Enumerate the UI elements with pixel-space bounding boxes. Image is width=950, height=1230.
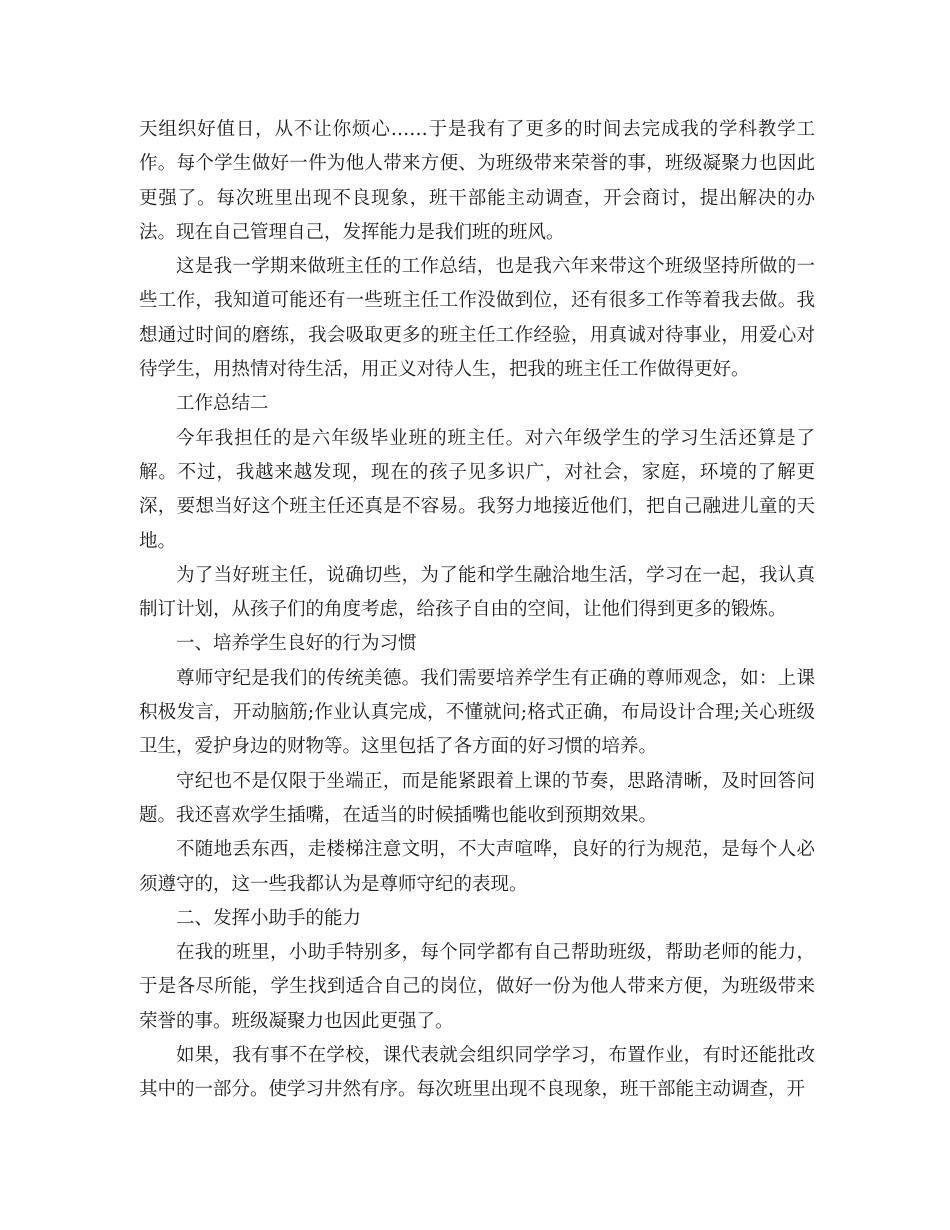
document-body [139,113,815,1108]
paragraph-summary-conclusion: 这是我一学期来做班主任的工作总结，也是我六年来带这个班级坚持所做的一些工作，我知道可能还有一些班主任工作没做到位，还有很多工作等着我去做。我想通过时间的磨练，我会吸取更多的班主任工作经验，用真诚对待事业，用爱心对待学生，用热情对待生活，用正义对待人生，把我的班主任工作做得更好。 [139,256,815,381]
paragraph-absence: 如果，我有事不在学校，课代表就会组织同学学习，布置作业，有时还能批改其中的一部分。使学习井然有序。每次班里出现不良现象，班干部能主动调查，开 [139,1045,815,1101]
paragraph-helpers: 在我的班里，小助手特别多，每个同学都有自己帮助班级，帮助老师的能力，于是各尽所能，学生找到适合自己的岗位，做好一份为他人带来方便，为班级带来荣誉的事。班级凝聚力也因此更强了。 [139,942,815,1032]
paragraph-plan: 为了当好班主任，说确切些，为了能和学生融洽地生活，学习在一起，我认真制订计划，从孩子们的角度考虑，给孩子自由的空间，让他们得到更多的锻炼。 [139,564,815,621]
paragraph-continued: 天组织好值日，从不让你烦心……于是我有了更多的时间去完成我的学科教学工作。每个学生做好一件为他人带来方便、为班级带来荣誉的事，班级凝聚力也因此更强了。每次班里出现不良现象，班干部能主动调查，开会商讨，提出解决的办法。现在自己管理自己，发挥能力是我们班的班风。 [139,119,815,243]
section-heading-summary-two: 工作总结二 [176,393,269,415]
paragraph-behavior: 不随地丢东西，走楼梯注意文明，不大声喧哗，良好的行为规范，是每个人必须遵守的，这一些我都认为是尊师守纪的表现。 [139,839,815,895]
paragraph-intro: 今年我担任的是六年级毕业班的班主任。对六年级学生的学习生活还算是了解。不过，我越来越发现，现在的孩子见多识广，对社会，家庭，环境的了解更深，要想当好这个班主任还真是不容易。我努力地接近他们，把自己融进儿童的天地。 [139,427,815,552]
paragraph-respect-teachers: 尊师守纪是我们的传统美德。我们需要培养学生有正确的尊师观念，如：上课积极发言，开动脑筋;作业认真完成，不懂就问;格式正确，布局设计合理;关心班级卫生，爱护身边的财物等。这里包括了各方面的好习惯的培养。 [139,667,815,758]
section-heading-habits: 一、培养学生良好的行为习惯 [176,633,417,655]
paragraph-discipline: 守纪也不是仅限于坐端正，而是能紧跟着上课的节奏，思路清晰，及时回答问题。我还喜欢学生插嘴，在适当的时候插嘴也能收到预期效果。 [139,770,815,826]
section-heading-helpers: 二、发挥小助手的能力 [176,907,362,929]
